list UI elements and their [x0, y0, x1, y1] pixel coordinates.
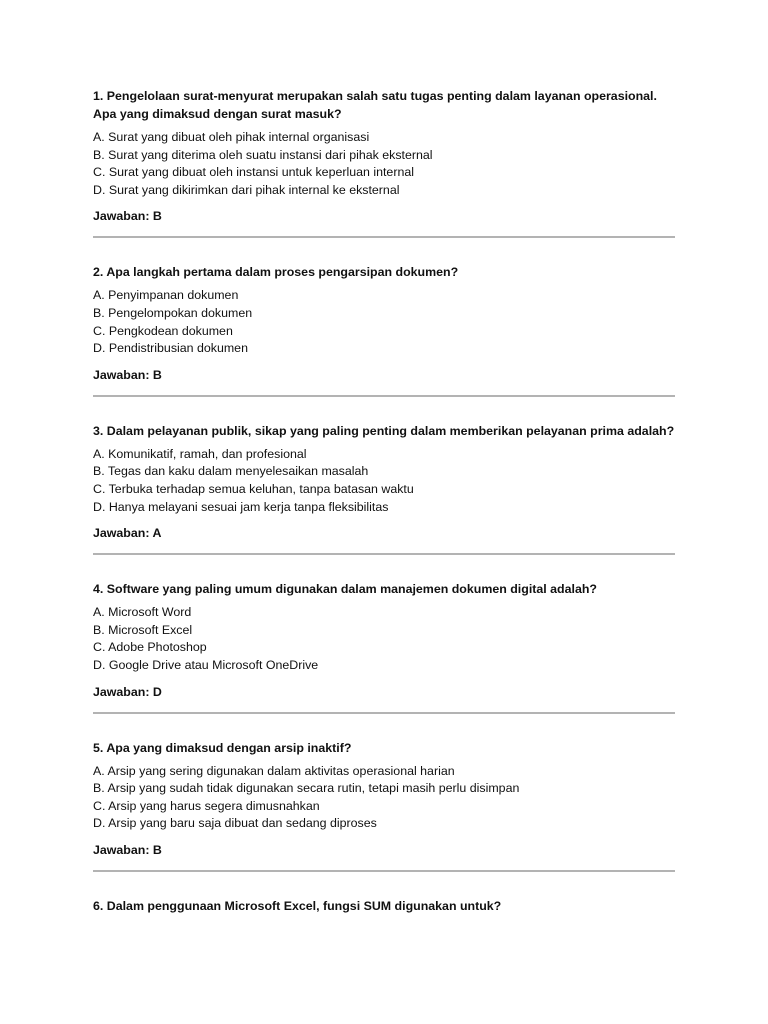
- question-block-3: [93, 422, 675, 555]
- question-text: 4. Software yang paling umum digunakan dalam manajemen dokumen digital adalah?: [93, 582, 597, 597]
- question-text: 1. Pengelolaan surat-menyurat merupakan salah satu tugas penting dalam layanan operasional. Apa yang dimaksud dengan surat masuk?: [93, 89, 657, 121]
- divider: [93, 395, 675, 397]
- option-list: [93, 446, 675, 516]
- option-c: C. Arsip yang harus segera dimusnahkan: [93, 798, 320, 813]
- divider: [93, 553, 675, 555]
- option-b: B. Arsip yang sudah tidak digunakan secara rutin, tetapi masih perlu disimpan: [93, 781, 520, 796]
- option-d: D. Surat yang dikirimkan dari pihak internal ke eksternal: [93, 182, 400, 197]
- answer-text: Jawaban: B: [93, 209, 162, 224]
- question-block-2: [93, 263, 675, 396]
- divider: [93, 712, 675, 714]
- option-d: D. Pendistribusian dokumen: [93, 341, 248, 356]
- question-block-6: [93, 897, 675, 915]
- option-b: B. Surat yang diterima oleh suatu instansi dari pihak eksternal: [93, 147, 433, 162]
- spacer: [93, 714, 675, 739]
- option-a: A. Penyimpanan dokumen: [93, 288, 239, 303]
- option-list: [93, 129, 675, 199]
- option-a: A. Microsoft Word: [93, 605, 192, 620]
- quiz-content: [93, 87, 675, 921]
- option-c: C. Terbuka terhadap semua keluhan, tanpa batasan waktu: [93, 481, 414, 496]
- option-a: A. Komunikatif, ramah, dan profesional: [93, 446, 307, 461]
- question-block-4: [93, 580, 675, 713]
- spacer: [93, 238, 675, 263]
- spacer: [93, 397, 675, 422]
- answer-text: Jawaban: D: [93, 684, 162, 699]
- answer-text: Jawaban: A: [93, 526, 162, 541]
- answer-text: Jawaban: B: [93, 842, 162, 857]
- option-a: A. Arsip yang sering digunakan dalam aktivitas operasional harian: [93, 763, 455, 778]
- option-d: D. Google Drive atau Microsoft OneDrive: [93, 657, 319, 672]
- option-a: A. Surat yang dibuat oleh pihak internal organisasi: [93, 130, 370, 144]
- answer-text: Jawaban: B: [93, 367, 162, 382]
- question-block-1: [93, 87, 675, 238]
- question-text: 6. Dalam penggunaan Microsoft Excel, fungsi SUM digunakan untuk?: [93, 898, 502, 913]
- option-b: B. Microsoft Excel: [93, 622, 193, 637]
- option-list: [93, 287, 675, 357]
- spacer: [93, 872, 675, 897]
- option-list: [93, 604, 675, 674]
- option-list: [93, 763, 675, 833]
- option-c: C. Pengkodean dokumen: [93, 323, 233, 338]
- spacer: [93, 555, 675, 580]
- question-text: 3. Dalam pelayanan publik, sikap yang paling penting dalam memberikan pelayanan prima adalah?: [93, 423, 675, 438]
- question-text: 5. Apa yang dimaksud dengan arsip inaktif?: [93, 740, 352, 755]
- question-block-5: [93, 739, 675, 872]
- divider: [93, 870, 675, 872]
- question-text: 2. Apa langkah pertama dalam proses pengarsipan dokumen?: [93, 265, 459, 280]
- divider: [93, 236, 675, 238]
- option-b: B. Pengelompokan dokumen: [93, 305, 253, 320]
- option-b: B. Tegas dan kaku dalam menyelesaikan masalah: [93, 464, 369, 479]
- option-d: D. Arsip yang baru saja dibuat dan sedang diproses: [93, 816, 377, 831]
- option-d: D. Hanya melayani sesuai jam kerja tanpa fleksibilitas: [93, 499, 389, 514]
- option-c: C. Adobe Photoshop: [93, 640, 207, 655]
- option-c: C. Surat yang dibuat oleh instansi untuk keperluan internal: [93, 165, 414, 180]
